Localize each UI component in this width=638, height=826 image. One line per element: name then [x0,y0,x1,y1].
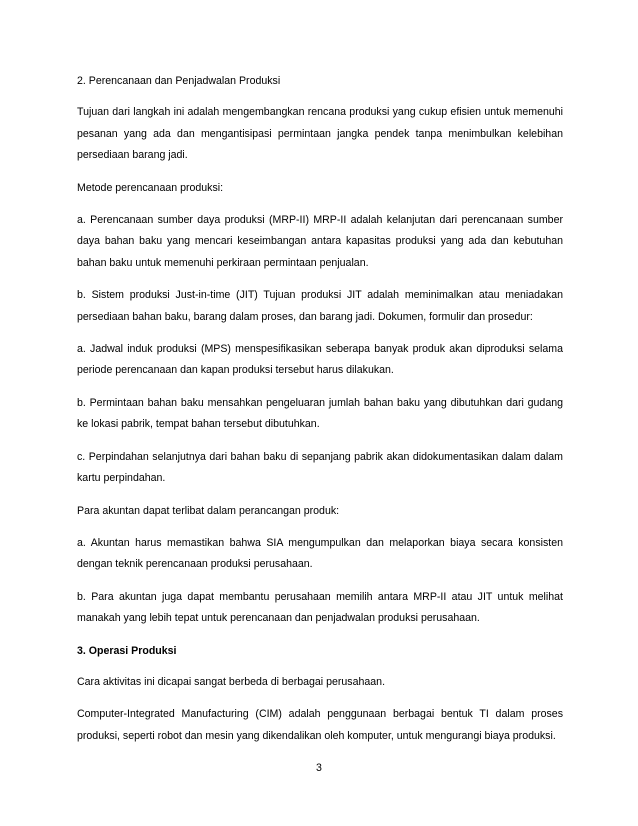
paragraph-para-akuntan: Para akuntan dapat terlibat dalam perancangan produk: [77,504,340,517]
paragraph-cara-aktivitas: Cara aktivitas ini dicapai sangat berbeda di berbagai perusahaan. [77,675,386,688]
paragraph-perpindahan: c. Perpindahan selanjutnya dari bahan baku di sepanjang pabrik akan didokumentasikan dalam dalam kartu perpindahan. [77,450,563,485]
paragraph-akuntan-mrp-jit: b. Para akuntan juga dapat membantu perusahaan memilih antara MRP-II atau JIT untuk melihat manakah yang lebih tepat untuk perencanaan dan penjadwalan produksi perusahaan. [77,590,563,625]
document-body [77,71,563,758]
paragraph-tujuan: Tujuan dari langkah ini adalah mengembangkan rencana produksi yang cukup efisien untuk memenuhi pesanan yang ada dan mengantisipasi permintaan jangka pendek tanpa menimbulkan kelebihan persediaan barang jadi. [77,106,563,162]
page-number: 3 [316,762,322,774]
paragraph-metode: Metode perencanaan produksi: [77,181,224,194]
section-heading-operasi: 3. Operasi Produksi [77,644,177,657]
paragraph-mrp-ii: a. Perencanaan sumber daya produksi (MRP-II) MRP-II adalah kelanjutan dari perencanaan sumber daya bahan baku yang mencari keseimbangan antara kapasitas produksi yang ada dan kebutuhan bahan baku untuk memenuhi perkiraan permintaan penjualan. [77,214,563,269]
section-heading-perencanaan: 2. Perencanaan dan Penjadwalan Produksi [77,75,281,87]
paragraph-jit: b. Sistem produksi Just-in-time (JIT) Tujuan produksi JIT adalah meminimalkan atau meniadakan persediaan bahan baku, barang dalam proses, dan barang jadi. Dokumen, formulir dan prosedur: [77,289,563,323]
paragraph-akuntan-sia: a. Akuntan harus memastikan bahwa SIA mengumpulkan dan melaporkan biaya secara konsisten dengan teknik perencanaan produksi perusahaan. [77,536,563,571]
paragraph-permintaan-bahan: b. Permintaan bahan baku mensahkan pengeluaran jumlah bahan baku yang dibutuhkan dari gudang ke lokasi pabrik, tempat bahan tersebut dibutuhkan. [77,396,563,431]
paragraph-mps: a. Jadwal induk produksi (MPS) menspesifikasikan seberapa banyak produk akan diproduksi selama periode perencanaan dan kapan produksi tersebut harus dilakukan. [77,343,563,377]
paragraph-cim: Computer-Integrated Manufacturing (CIM) adalah penggunaan berbagai bentuk TI dalam proses produksi, seperti robot dan mesin yang dikendalikan oleh komputer, untuk mengurangi biaya produksi. [77,708,563,742]
